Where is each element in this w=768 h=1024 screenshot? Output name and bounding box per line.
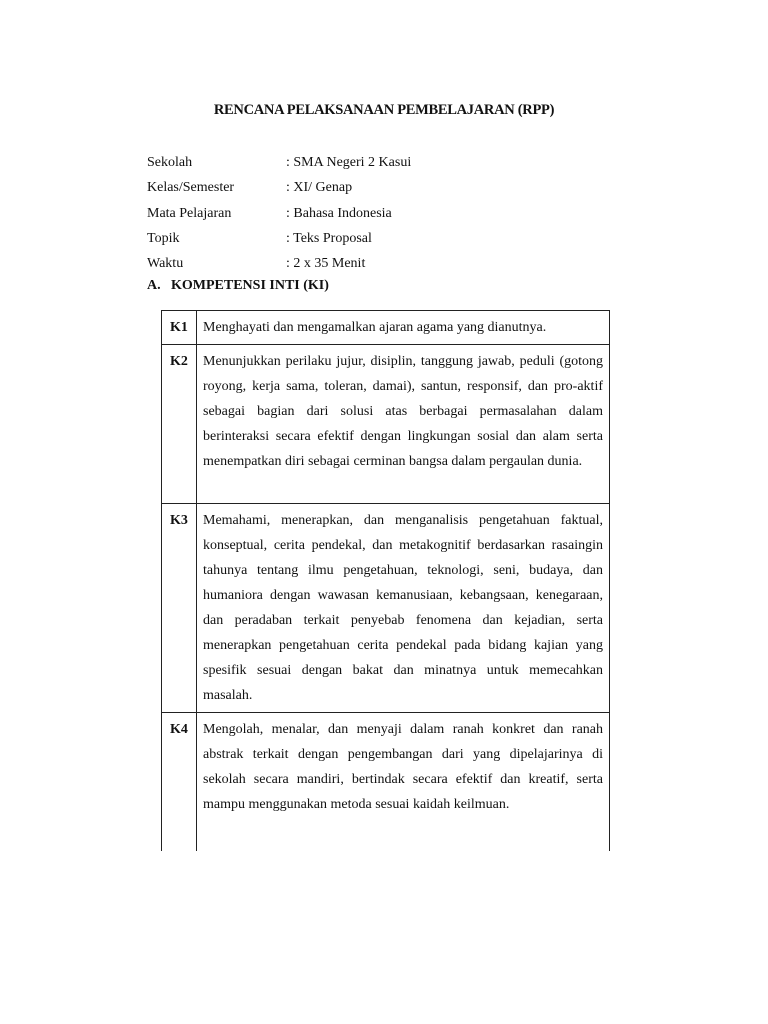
identity-value: : XI/ Genap <box>286 180 353 196</box>
section-letter: A. <box>147 278 161 293</box>
ki-code: K3 <box>162 504 197 713</box>
ki-description: Menunjukkan perilaku jujur, disiplin, tanggung jawab, peduli (gotong royong, kerja sama, toleran, damai), santun, responsif, dan pro-aktif sebagai bagian dari solusi atas berbagai permasalahan dalam berinteraksi secara efektif dengan lingkungan sosial dan alam serta menempatkan diri sebagai cerminan bangsa dalam pergaulan dunia. <box>197 345 610 504</box>
section-heading-kompetensi-inti <box>147 278 329 294</box>
identity-row-kelas-semester <box>147 175 627 200</box>
section-title: KOMPETENSI INTI (KI) <box>171 278 329 293</box>
ki-code: K1 <box>162 311 197 345</box>
ki-row-k3 <box>162 504 610 713</box>
identity-value: : SMA Negeri 2 Kasui <box>286 155 412 170</box>
identity-row-waktu <box>147 251 627 276</box>
identity-row-mata-pelajaran <box>147 201 627 226</box>
identity-value: : Teks Proposal <box>286 230 372 246</box>
ki-code: K2 <box>162 345 197 504</box>
identity-label: Waktu <box>147 256 184 272</box>
identity-label: Topik <box>147 230 180 246</box>
identity-label: Kelas/Semester <box>147 180 235 196</box>
kompetensi-inti-table <box>161 310 610 851</box>
ki-description: Mengolah, menalar, dan menyaji dalam ranah konkret dan ranah abstrak terkait dengan pengembangan dari yang dipelajarinya di sekolah secara mandiri, bertindak secara efektif dan kreatif, serta mampu menggunakan metoda sesuai kaidah keilmuan. <box>197 713 610 852</box>
ki-description: Memahami, menerapkan, dan menganalisis pengetahuan faktual, konseptual, cerita pendekal, dan metakognitif berdasarkan rasaingin tahunya tentang ilmu pengetahuan, teknologi, seni, budaya, dan humaniora dengan wawasan kemanusiaan, kebangsaan, kenegaraan, dan peradaban terkait penyebab fenomena dan kejadian, serta menerapkan pengetahuan cerita pendekal pada bidang kajian yang spesifik sesuai dengan bakat dan minatnya untuk memecahkan masalah. <box>197 504 610 713</box>
identity-row-sekolah <box>147 150 627 175</box>
ki-row-k4 <box>162 713 610 852</box>
document-title: RENCANA PELAKSANAAN PEMBELAJARAN (RPP) <box>213 102 555 118</box>
identity-label: Sekolah <box>147 155 193 170</box>
ki-description: Menghayati dan mengamalkan ajaran agama yang dianutnya. <box>197 311 610 345</box>
ki-code: K4 <box>162 713 197 852</box>
identity-value: : Bahasa Indonesia <box>286 205 392 221</box>
identity-block <box>147 150 627 276</box>
identity-row-topik <box>147 226 627 251</box>
ki-row-k2 <box>162 345 610 504</box>
ki-row-k1 <box>162 311 610 345</box>
identity-label: Mata Pelajaran <box>147 205 232 221</box>
identity-value: : 2 x 35 Menit <box>286 256 366 272</box>
